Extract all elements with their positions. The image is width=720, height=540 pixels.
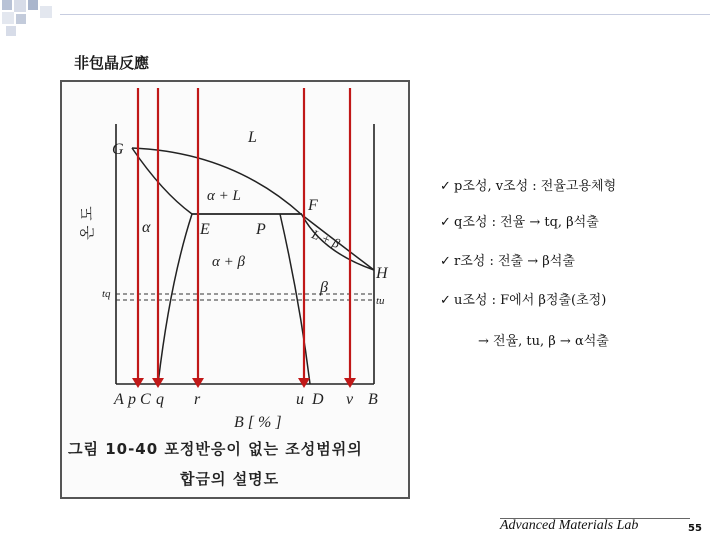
arrow-r [192,378,204,388]
note-text: r조성 : 전출 → β석출 [454,254,575,269]
label-tu: tu [376,295,385,307]
check-icon: ✓ [440,179,451,194]
label-alpha-beta: α + β [212,254,245,270]
note-text: u조성 : F에서 β정출(초정) [454,293,607,308]
arrow-p [132,378,144,388]
header-rule [60,14,710,15]
phase-diagram [62,82,408,497]
label-r: r [194,391,201,408]
note-item [440,289,606,308]
label-L-beta: L + β [309,226,343,252]
note-item [440,175,616,194]
page-title: 非包晶反應 [74,54,150,72]
check-icon: ✓ [440,254,451,269]
label-q: q [156,391,164,408]
beta-solvus [280,214,310,384]
arrow-heads [132,378,356,388]
arrow-u [298,378,310,388]
note-item [440,211,599,230]
label-u: u [296,391,304,408]
alpha-solvus [158,214,192,384]
label-B: B [368,391,378,408]
note-item [440,250,575,269]
label-x-axis: B [ % ] [234,414,282,431]
label-G: G [112,141,124,158]
label-p: p [128,391,136,408]
liquidus-curve [132,148,374,270]
label-alpha: α [142,219,151,236]
note-text: q조성 : 전율 → tq, β석출 [454,215,599,230]
arrow-q [152,378,164,388]
label-tq: tq [102,288,111,300]
note-item [478,330,609,349]
label-D: D [312,391,324,408]
arrow-v [344,378,356,388]
figure-caption-line1: 그림 10-40 포정반응이 없는 조성범위의 [68,440,363,458]
note-text: → 전율, tu, β → α석출 [478,334,609,349]
check-icon: ✓ [440,215,451,230]
check-icon: ✓ [440,293,451,308]
label-v: v [346,391,354,408]
figure-caption-line2: 합금의 설명도 [180,470,280,488]
label-H: H [376,265,388,282]
label-F: F [308,197,318,214]
alpha-solidus-curve [132,148,192,214]
note-text: p조성, v조성 : 전율고용체형 [454,179,617,194]
label-alpha-L: α + L [207,188,241,204]
label-C: C [140,391,151,408]
label-temperature-axis: 온 도 [78,206,96,240]
phase-diagram-figure [60,80,410,499]
label-beta: β [320,279,328,296]
label-L: L [248,129,257,146]
footer-lab-name: Advanced Materials Lab [500,518,639,533]
page-number: 55 [688,523,702,534]
label-E: E [200,221,210,238]
label-P: P [256,221,266,238]
corner-decoration [0,0,60,40]
label-A: A [114,391,124,408]
